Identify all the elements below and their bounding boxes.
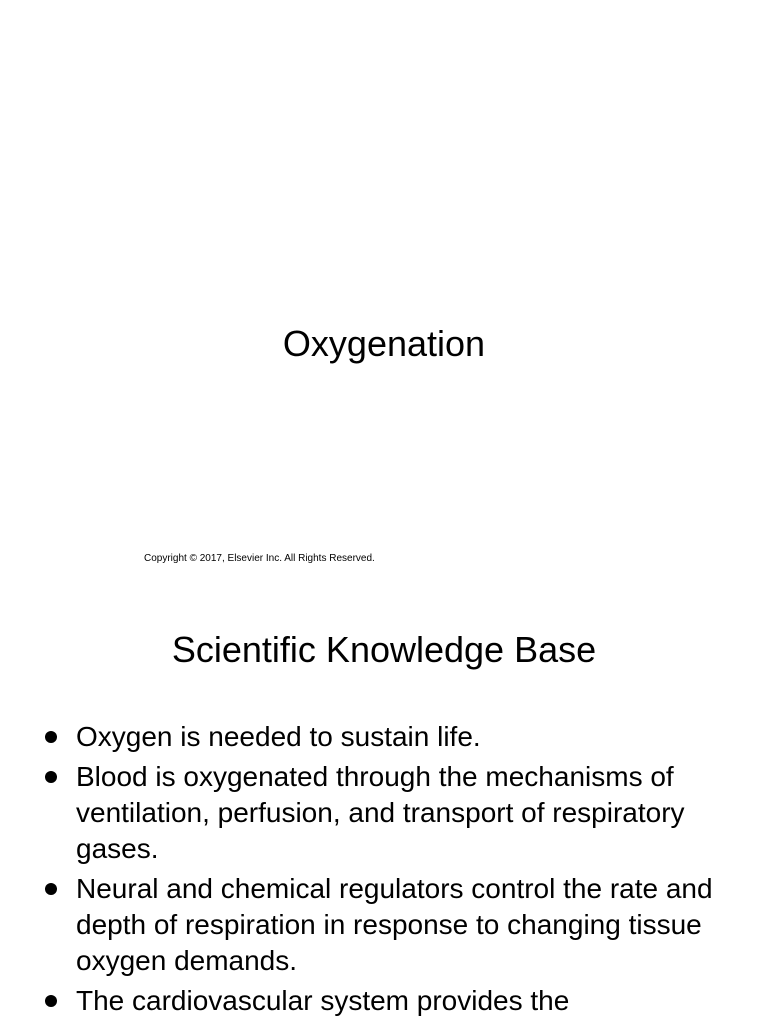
bullet-text: The cardiovascular system provides the — [76, 985, 570, 1016]
bullet-text: Blood is oxygenated through the mechanisms of ventilation, perfusion, and transport of respiratory gases. — [76, 761, 685, 864]
bullet-icon — [45, 771, 57, 783]
bullet-item — [0, 871, 768, 979]
bullet-item — [0, 759, 768, 867]
slide-title: Scientific Knowledge Base — [171, 629, 597, 670]
bullet-list — [0, 719, 768, 1023]
bullet-icon — [45, 883, 57, 895]
bullet-item — [0, 983, 768, 1019]
bullet-item — [0, 719, 768, 755]
bullet-icon — [45, 731, 57, 743]
copyright-notice: Copyright © 2017, Elsevier Inc. All Rights Reserved. — [144, 553, 375, 564]
content-slide — [0, 590, 768, 1024]
bullet-icon — [45, 995, 57, 1007]
bullet-text: Oxygen is needed to sustain life. — [76, 721, 481, 752]
slide-title: Oxygenation — [282, 323, 486, 364]
bullet-text: Neural and chemical regulators control the rate and depth of respiration in response to changing tissue oxygen demands. — [76, 873, 713, 976]
